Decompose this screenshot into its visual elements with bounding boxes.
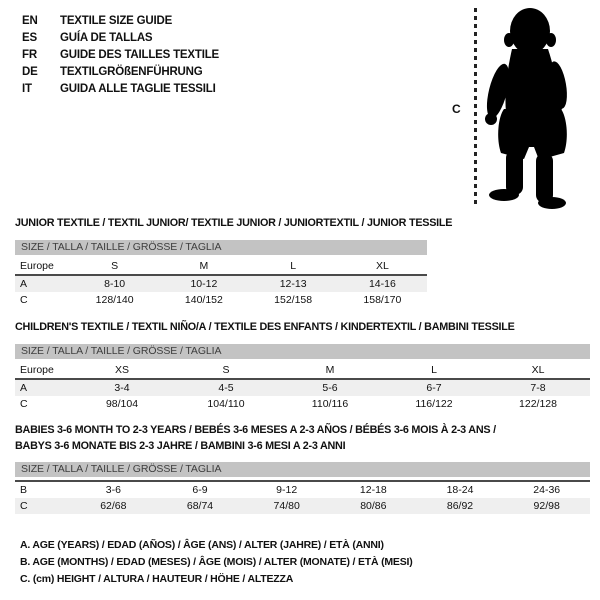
- row-label: Europe: [20, 364, 54, 376]
- language-row: [22, 64, 219, 81]
- language-title: GUIDE DES TAILLES TEXTILE: [60, 49, 219, 61]
- table-row-age: [15, 380, 590, 396]
- size-cell: S: [222, 364, 230, 376]
- value-cell: 128/140: [95, 294, 134, 306]
- language-row: [22, 81, 219, 98]
- table-row-height: [15, 292, 427, 308]
- value-cell: 10-12: [190, 278, 218, 290]
- table-row-age: [15, 276, 427, 292]
- value-cell: 9-12: [276, 484, 298, 496]
- value-cell: 3-6: [105, 484, 121, 496]
- language-code: IT: [22, 83, 32, 95]
- legend-line-height: C. (cm) HEIGHT / ALTURA / HAUTEUR / HÖHE / ALTEZZA: [20, 573, 294, 585]
- language-row: [22, 13, 219, 30]
- value-cell: 7-8: [530, 382, 546, 394]
- row-label: Europe: [20, 260, 54, 272]
- size-cell: XL: [531, 364, 545, 376]
- junior-size-table: [15, 240, 427, 308]
- value-cell: 24-36: [533, 484, 561, 496]
- language-title: TEXTILE SIZE GUIDE: [60, 15, 173, 27]
- height-measure-line: [474, 8, 477, 207]
- babies-table-title-line1: BABIES 3-6 MONTH TO 2-3 YEARS / BEBÉS 3-6 MESES A 2-3 AÑOS / BÉBÉS 3-6 MOIS À 2-3 ANS /: [15, 424, 496, 436]
- row-label: C: [20, 294, 28, 306]
- value-cell: 116/122: [415, 398, 453, 410]
- row-label: A: [20, 278, 28, 290]
- value-cell: 12-18: [359, 484, 387, 496]
- value-cell: 98/104: [105, 398, 139, 410]
- size-cell: XL: [375, 260, 389, 272]
- value-cell: 14-16: [368, 278, 396, 290]
- legend: [20, 537, 413, 588]
- value-cell: 4-5: [218, 382, 234, 394]
- row-label: B: [20, 484, 28, 496]
- language-code: DE: [22, 66, 38, 78]
- size-header-bar: SIZE / TALLA / TAILLE / GRÖSSE / TAGLIA: [15, 344, 590, 359]
- size-header-bar: SIZE / TALLA / TAILLE / GRÖSSE / TAGLIA: [15, 240, 427, 255]
- size-cell: M: [199, 260, 209, 272]
- height-measure-label: C: [452, 102, 461, 116]
- value-cell: 3-4: [114, 382, 130, 394]
- value-cell: 8-10: [104, 278, 126, 290]
- row-label: A: [20, 382, 28, 394]
- value-cell: 68/74: [186, 500, 214, 512]
- children-size-table: [15, 344, 590, 412]
- babies-table-title: [15, 423, 590, 454]
- babies-size-table: [15, 462, 590, 514]
- table-row-height: [15, 498, 590, 514]
- value-cell: 110/116: [311, 398, 349, 410]
- table-row-region: [15, 258, 427, 276]
- size-cell: L: [290, 260, 297, 272]
- size-cell: M: [325, 364, 335, 376]
- language-title: GUIDA ALLE TAGLIE TESSILI: [60, 83, 216, 95]
- language-code: EN: [22, 15, 38, 27]
- value-cell: 5-6: [322, 382, 338, 394]
- junior-table-title: JUNIOR TEXTILE / TEXTIL JUNIOR/ TEXTILE JUNIOR / JUNIORTEXTIL / JUNIOR TESSILE: [15, 217, 453, 229]
- size-header-bar: SIZE / TALLA / TAILLE / GRÖSSE / TAGLIA: [15, 462, 590, 477]
- language-code: ES: [22, 32, 37, 44]
- table-row-age-months: [15, 482, 590, 498]
- value-cell: 62/68: [100, 500, 127, 512]
- size-cell: L: [431, 364, 437, 376]
- language-title: TEXTILGRÖßENFÜHRUNG: [60, 66, 203, 78]
- language-row: [22, 30, 219, 47]
- language-code: FR: [22, 49, 37, 61]
- value-cell: 6-7: [426, 382, 442, 394]
- babies-table-title-line2: BABYS 3-6 MONATE BIS 2-3 JAHRE / BAMBINI 3-6 MESI A 2-3 ANNI: [15, 439, 346, 452]
- value-cell: 140/152: [184, 294, 223, 306]
- baby-silhouette-icon: [484, 5, 598, 212]
- value-cell: 6-9: [192, 484, 208, 496]
- legend-line-age-months: B. AGE (MONTHS) / EDAD (MESES) / ÂGE (MOIS) / ALTER (MONATE) / ETÀ (MESI): [20, 556, 413, 568]
- value-cell: 74/80: [273, 500, 300, 512]
- table-row-height: [15, 396, 590, 412]
- value-cell: 86/92: [446, 500, 474, 512]
- legend-line-age-years: A. AGE (YEARS) / EDAD (AÑOS) / ÂGE (ANS) / ALTER (JAHRE) / ETÀ (ANNI): [20, 539, 384, 551]
- value-cell: 152/158: [274, 294, 313, 306]
- value-cell: 18-24: [446, 484, 474, 496]
- value-cell: 122/128: [519, 398, 557, 410]
- value-cell: 12-13: [279, 278, 307, 290]
- table-row-region: [15, 362, 590, 380]
- row-label: C: [20, 500, 28, 512]
- size-cell: XS: [114, 364, 129, 376]
- value-cell: 104/110: [207, 398, 245, 410]
- value-cell: 158/170: [363, 294, 402, 306]
- value-cell: 80/86: [360, 500, 387, 512]
- size-cell: S: [111, 260, 119, 272]
- children-table-title: CHILDREN'S TEXTILE / TEXTIL NIÑO/A / TEXTILE DES ENFANTS / KINDERTEXTIL / BAMBINI TESSILE: [15, 321, 515, 333]
- value-cell: 92/98: [533, 500, 560, 512]
- row-label: C: [20, 398, 28, 410]
- language-title: GUÍA DE TALLAS: [60, 32, 153, 44]
- language-header: [22, 13, 219, 98]
- language-row: [22, 47, 219, 64]
